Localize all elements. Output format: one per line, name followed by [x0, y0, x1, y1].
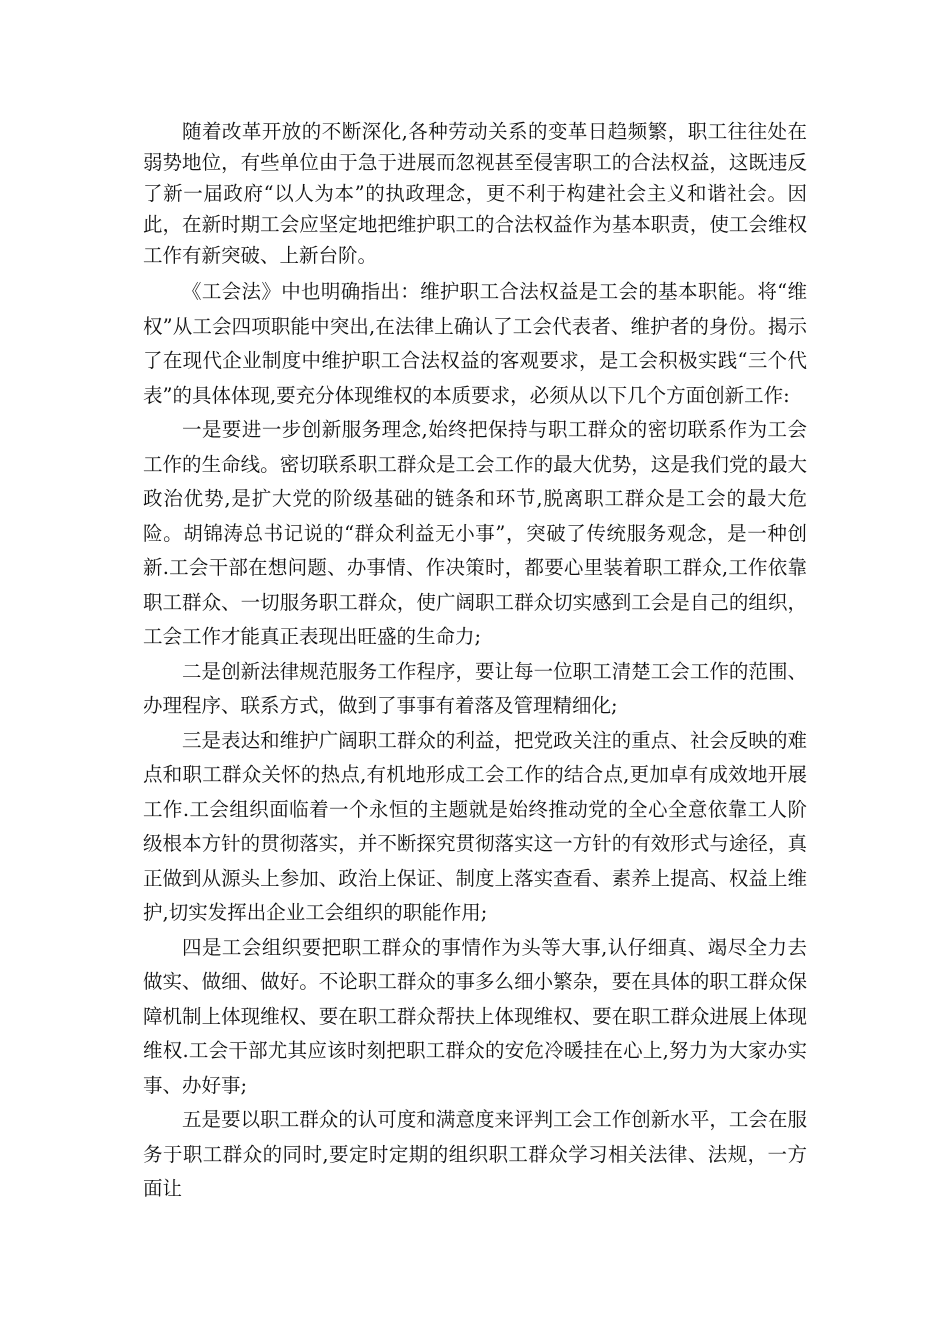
paragraph-point-five: 五是要以职工群众的认可度和满意度来评判工会工作创新水平，工会在服务于职工群众的同时,要定时定期的组织职工群众学习相关法律、法规，一方面让: [143, 1108, 807, 1200]
paragraph-point-three: 三是表达和维护广阔职工群众的利益，把党政关注的重点、社会反映的难点和职工群众关怀的热点,有机地形成工会工作的结合点,更加卓有成效地开展工作.工会组织面临着一个永恒的主题就是始终推动党的全心全意依靠工人阶级根本方针的贯彻落实，并不断探究贯彻落实这一方针的有效形式与途径，真正做到从源头上参加、政治上保证、制度上落实查看、素养上提高、权益上维护,切实发挥出企业工会组织的职能作用;: [143, 728, 807, 924]
paragraph-union-law: 《工会法》中也明确指出：维护职工合法权益是工会的基本职能。将“维权”从工会四项职能中突出,在法律上确认了工会代表者、维护者的身份。揭示了在现代企业制度中维护职工合法权益的客观要求，是工会积极实践“三个代表”的具体体现,要充分体现维权的本质要求，必须从以下几个方面创新工作:: [143, 280, 807, 407]
paragraph-intro: 随着改革开放的不断深化,各种劳动关系的变革日趋频繁，职工往往处在弱势地位，有些单位由于急于进展而忽视甚至侵害职工的合法权益，这既违反了新一届政府“以人为本”的执政理念，更不利于构建社会主义和谐社会。因此，在新时期工会应坚定地把维护职工的合法权益作为基本职责，使工会维权工作有新突破、上新台阶。: [143, 120, 807, 267]
paragraph-point-two: 二是创新法律规范服务工作程序，要让每一位职工清楚工会工作的范围、办理程序、联系方式，做到了事事有着落及管理精细化;: [143, 659, 807, 717]
paragraph-point-one: 一是要进一步创新服务理念,始终把保持与职工群众的密切联系作为工会工作的生命线。密切联系职工群众是工会工作的最大优势，这是我们党的最大政治优势,是扩大党的阶级基础的链条和环节,脱离职工群众是工会的最大危险。胡锦涛总书记说的“群众利益无小事”，突破了传统服务观念，是一种创新.工会干部在想问题、办事情、作决策时，都要心里装着职工群众,工作依靠职工群众、一切服务职工群众，使广阔职工群众切实感到工会是自己的组织，工会工作才能真正表现出旺盛的生命力;: [143, 418, 807, 648]
paragraph-point-four: 四是工会组织要把职工群众的事情作为头等大事,认仔细真、竭尽全力去做实、做细、做好。不论职工群众的事多么细小繁杂，要在具体的职工群众保障机制上体现维权、要在职工群众帮扶上体现维权、要在职工群众进展上体现维权.工会干部尤其应该时刻把职工群众的安危冷暖挂在心上,努力为大家办实事、办好事;: [143, 935, 807, 1097]
document-body: [143, 116, 807, 1207]
